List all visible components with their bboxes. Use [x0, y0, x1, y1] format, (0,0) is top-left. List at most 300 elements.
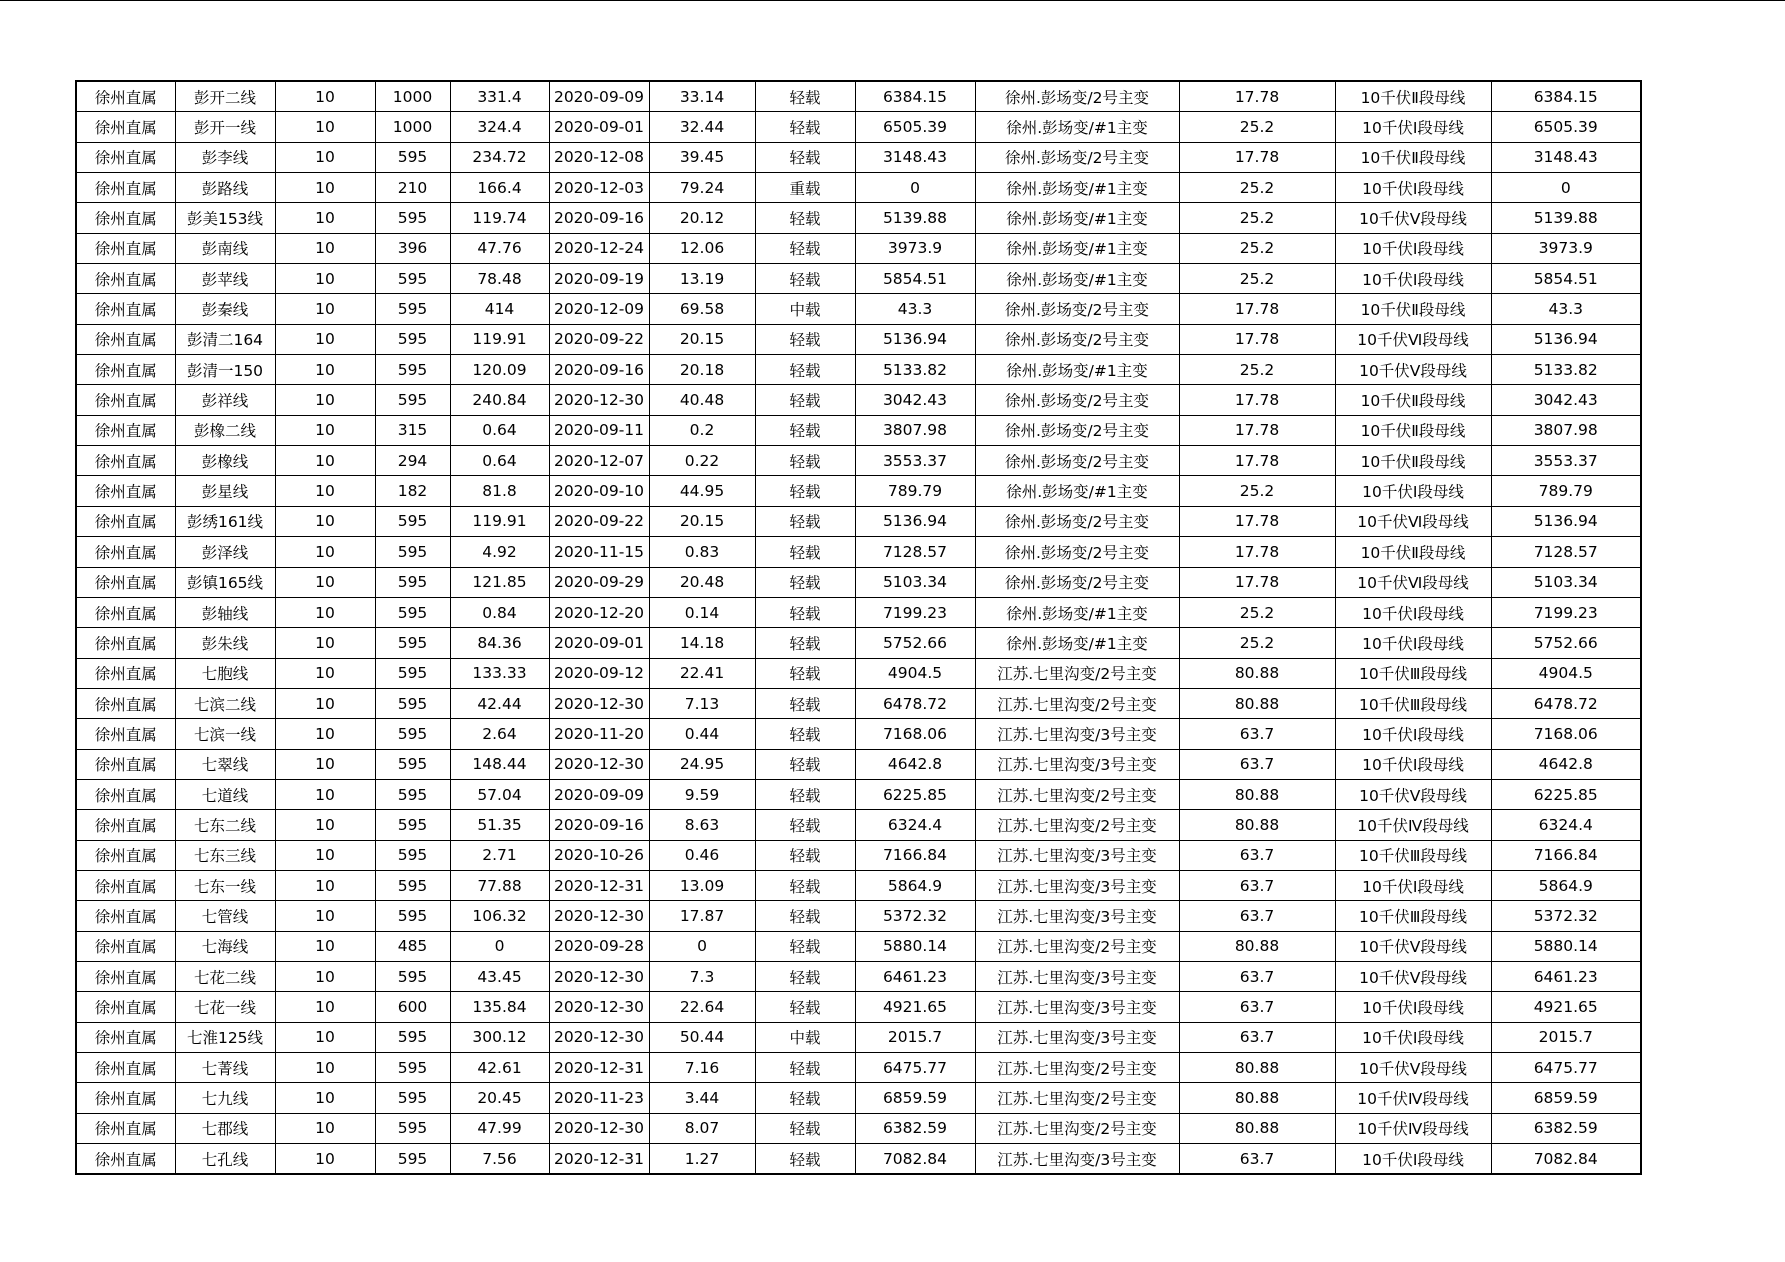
company-cell: 徐州直属 [76, 931, 175, 961]
available-capacity-cell: 3042.43 [855, 385, 975, 415]
load-rate-cell: 8.07 [649, 1113, 755, 1143]
table-row [76, 112, 1641, 142]
line-name-cell: 彭祥线 [175, 385, 275, 415]
max-load-cell: 300.12 [450, 1022, 549, 1052]
table-row [76, 1022, 1641, 1052]
line-name-cell: 彭清二164 [175, 324, 275, 354]
line-name-cell: 七东三线 [175, 840, 275, 870]
line-available-capacity-cell: 5133.82 [1491, 355, 1641, 385]
line-name-cell: 彭橡线 [175, 446, 275, 476]
busbar-cell: 10千伏Ⅳ段母线 [1335, 810, 1491, 840]
company-cell: 徐州直属 [76, 81, 175, 112]
busbar-cell: 10千伏Ⅴ段母线 [1335, 1053, 1491, 1083]
conductor-capacity-cell: 595 [375, 719, 450, 749]
line-name-cell: 七滨二线 [175, 688, 275, 718]
table-row [76, 506, 1641, 536]
line-name-cell: 七滨一线 [175, 719, 275, 749]
company-cell: 徐州直属 [76, 961, 175, 991]
table-row [76, 931, 1641, 961]
transformer-cell: 徐州.彭场变/#1主变 [975, 173, 1179, 203]
load-status-cell: 轻载 [755, 476, 855, 506]
transformer-load-rate-cell: 63.7 [1179, 901, 1335, 931]
voltage-cell: 10 [275, 203, 375, 233]
peak-date-cell: 2020-12-31 [549, 1144, 649, 1175]
transformer-load-rate-cell: 63.7 [1179, 749, 1335, 779]
peak-date-cell: 2020-09-01 [549, 112, 649, 142]
company-cell: 徐州直属 [76, 597, 175, 627]
table-row [76, 567, 1641, 597]
load-status-cell: 轻载 [755, 840, 855, 870]
busbar-cell: 10千伏Ⅰ段母线 [1335, 597, 1491, 627]
available-capacity-cell: 7082.84 [855, 1144, 975, 1175]
line-available-capacity-cell: 6461.23 [1491, 961, 1641, 991]
line-available-capacity-cell: 5103.34 [1491, 567, 1641, 597]
available-capacity-cell: 6382.59 [855, 1113, 975, 1143]
available-capacity-cell: 4642.8 [855, 749, 975, 779]
max-load-cell: 234.72 [450, 142, 549, 172]
load-rate-cell: 0.14 [649, 597, 755, 627]
peak-date-cell: 2020-12-30 [549, 1022, 649, 1052]
available-capacity-cell: 3553.37 [855, 446, 975, 476]
transformer-load-rate-cell: 63.7 [1179, 992, 1335, 1022]
max-load-cell: 51.35 [450, 810, 549, 840]
voltage-cell: 10 [275, 81, 375, 112]
line-available-capacity-cell: 2015.7 [1491, 1022, 1641, 1052]
transformer-cell: 江苏.七里沟变/3号主变 [975, 992, 1179, 1022]
voltage-cell: 10 [275, 901, 375, 931]
load-rate-cell: 39.45 [649, 142, 755, 172]
company-cell: 徐州直属 [76, 810, 175, 840]
line-name-cell: 七胞线 [175, 658, 275, 688]
load-status-cell: 轻载 [755, 203, 855, 233]
company-cell: 徐州直属 [76, 1083, 175, 1113]
available-capacity-cell: 6225.85 [855, 779, 975, 809]
busbar-cell: 10千伏Ⅰ段母线 [1335, 1144, 1491, 1175]
conductor-capacity-cell: 1000 [375, 81, 450, 112]
line-name-cell: 彭泽线 [175, 537, 275, 567]
table-row [76, 628, 1641, 658]
conductor-capacity-cell: 595 [375, 1053, 450, 1083]
voltage-cell: 10 [275, 719, 375, 749]
conductor-capacity-cell: 595 [375, 840, 450, 870]
load-status-cell: 轻载 [755, 719, 855, 749]
busbar-cell: 10千伏Ⅵ段母线 [1335, 567, 1491, 597]
transformer-load-rate-cell: 63.7 [1179, 961, 1335, 991]
load-status-cell: 轻载 [755, 81, 855, 112]
line-name-cell: 彭清一150 [175, 355, 275, 385]
load-status-cell: 轻载 [755, 233, 855, 263]
company-cell: 徐州直属 [76, 537, 175, 567]
peak-date-cell: 2020-09-22 [549, 324, 649, 354]
load-status-cell: 轻载 [755, 415, 855, 445]
peak-date-cell: 2020-09-10 [549, 476, 649, 506]
transformer-cell: 徐州.彭场变/2号主变 [975, 446, 1179, 476]
conductor-capacity-cell: 595 [375, 688, 450, 718]
transformer-cell: 徐州.彭场变/#1主变 [975, 203, 1179, 233]
load-status-cell: 轻载 [755, 628, 855, 658]
load-rate-cell: 3.44 [649, 1083, 755, 1113]
busbar-cell: 10千伏Ⅴ段母线 [1335, 961, 1491, 991]
max-load-cell: 414 [450, 294, 549, 324]
available-capacity-cell: 43.3 [855, 294, 975, 324]
available-capacity-cell: 5139.88 [855, 203, 975, 233]
line-available-capacity-cell: 6382.59 [1491, 1113, 1641, 1143]
max-load-cell: 47.99 [450, 1113, 549, 1143]
load-status-cell: 轻载 [755, 749, 855, 779]
load-rate-cell: 0 [649, 931, 755, 961]
line-name-cell: 七孔线 [175, 1144, 275, 1175]
transformer-load-rate-cell: 63.7 [1179, 1144, 1335, 1175]
line-available-capacity-cell: 5864.9 [1491, 870, 1641, 900]
voltage-cell: 10 [275, 688, 375, 718]
line-name-cell: 七海线 [175, 931, 275, 961]
load-rate-cell: 9.59 [649, 779, 755, 809]
transformer-load-rate-cell: 25.2 [1179, 628, 1335, 658]
available-capacity-cell: 5854.51 [855, 264, 975, 294]
busbar-cell: 10千伏Ⅳ段母线 [1335, 1113, 1491, 1143]
transformer-cell: 江苏.七里沟变/3号主变 [975, 1022, 1179, 1052]
load-status-cell: 轻载 [755, 597, 855, 627]
available-capacity-cell: 5372.32 [855, 901, 975, 931]
conductor-capacity-cell: 595 [375, 870, 450, 900]
table-row [76, 142, 1641, 172]
load-status-cell: 轻载 [755, 961, 855, 991]
line-name-cell: 彭秦线 [175, 294, 275, 324]
busbar-cell: 10千伏Ⅲ段母线 [1335, 840, 1491, 870]
load-status-cell: 轻载 [755, 688, 855, 718]
line-available-capacity-cell: 6859.59 [1491, 1083, 1641, 1113]
company-cell: 徐州直属 [76, 203, 175, 233]
line-available-capacity-cell: 6478.72 [1491, 688, 1641, 718]
peak-date-cell: 2020-09-16 [549, 355, 649, 385]
conductor-capacity-cell: 595 [375, 1144, 450, 1175]
peak-date-cell: 2020-09-11 [549, 415, 649, 445]
transformer-load-rate-cell: 80.88 [1179, 658, 1335, 688]
conductor-capacity-cell: 595 [375, 294, 450, 324]
max-load-cell: 2.64 [450, 719, 549, 749]
company-cell: 徐州直属 [76, 385, 175, 415]
company-cell: 徐州直属 [76, 446, 175, 476]
table-row [76, 779, 1641, 809]
load-rate-cell: 20.15 [649, 324, 755, 354]
line-available-capacity-cell: 6384.15 [1491, 81, 1641, 112]
max-load-cell: 166.4 [450, 173, 549, 203]
voltage-cell: 10 [275, 1083, 375, 1113]
line-name-cell: 七花二线 [175, 961, 275, 991]
busbar-cell: 10千伏Ⅱ段母线 [1335, 415, 1491, 445]
table-row [76, 840, 1641, 870]
transformer-cell: 徐州.彭场变/2号主变 [975, 142, 1179, 172]
transformer-cell: 江苏.七里沟变/3号主变 [975, 719, 1179, 749]
line-available-capacity-cell: 5372.32 [1491, 901, 1641, 931]
transformer-load-rate-cell: 25.2 [1179, 203, 1335, 233]
transformer-cell: 徐州.彭场变/#1主变 [975, 628, 1179, 658]
peak-date-cell: 2020-10-26 [549, 840, 649, 870]
table-body [76, 81, 1641, 1174]
table-row [76, 446, 1641, 476]
busbar-cell: 10千伏Ⅱ段母线 [1335, 446, 1491, 476]
table-row [76, 719, 1641, 749]
max-load-cell: 43.45 [450, 961, 549, 991]
load-rate-cell: 0.46 [649, 840, 755, 870]
conductor-capacity-cell: 595 [375, 537, 450, 567]
voltage-cell: 10 [275, 294, 375, 324]
load-rate-cell: 20.12 [649, 203, 755, 233]
line-available-capacity-cell: 5880.14 [1491, 931, 1641, 961]
peak-date-cell: 2020-12-09 [549, 294, 649, 324]
load-rate-cell: 22.41 [649, 658, 755, 688]
max-load-cell: 120.09 [450, 355, 549, 385]
max-load-cell: 42.61 [450, 1053, 549, 1083]
conductor-capacity-cell: 595 [375, 749, 450, 779]
line-name-cell: 七翠线 [175, 749, 275, 779]
load-rate-cell: 20.48 [649, 567, 755, 597]
peak-date-cell: 2020-12-30 [549, 385, 649, 415]
voltage-cell: 10 [275, 749, 375, 779]
peak-date-cell: 2020-12-24 [549, 233, 649, 263]
line-available-capacity-cell: 3553.37 [1491, 446, 1641, 476]
max-load-cell: 78.48 [450, 264, 549, 294]
load-rate-cell: 0.83 [649, 537, 755, 567]
conductor-capacity-cell: 595 [375, 324, 450, 354]
busbar-cell: 10千伏Ⅱ段母线 [1335, 537, 1491, 567]
max-load-cell: 240.84 [450, 385, 549, 415]
conductor-capacity-cell: 595 [375, 1083, 450, 1113]
company-cell: 徐州直属 [76, 1144, 175, 1175]
voltage-cell: 10 [275, 992, 375, 1022]
transformer-cell: 徐州.彭场变/#1主变 [975, 476, 1179, 506]
busbar-cell: 10千伏Ⅴ段母线 [1335, 931, 1491, 961]
conductor-capacity-cell: 595 [375, 779, 450, 809]
busbar-cell: 10千伏Ⅰ段母线 [1335, 112, 1491, 142]
load-rate-cell: 24.95 [649, 749, 755, 779]
load-rate-cell: 20.18 [649, 355, 755, 385]
line-name-cell: 彭绣161线 [175, 506, 275, 536]
table-row [76, 355, 1641, 385]
load-rate-cell: 7.3 [649, 961, 755, 991]
conductor-capacity-cell: 210 [375, 173, 450, 203]
conductor-capacity-cell: 485 [375, 931, 450, 961]
transformer-cell: 江苏.七里沟变/2号主变 [975, 658, 1179, 688]
line-name-cell: 彭星线 [175, 476, 275, 506]
voltage-cell: 10 [275, 233, 375, 263]
company-cell: 徐州直属 [76, 112, 175, 142]
peak-date-cell: 2020-12-30 [549, 961, 649, 991]
line-available-capacity-cell: 43.3 [1491, 294, 1641, 324]
transformer-load-rate-cell: 17.78 [1179, 142, 1335, 172]
conductor-capacity-cell: 595 [375, 961, 450, 991]
load-status-cell: 轻载 [755, 992, 855, 1022]
table-row [76, 203, 1641, 233]
voltage-cell: 10 [275, 1113, 375, 1143]
transformer-cell: 江苏.七里沟变/3号主变 [975, 1144, 1179, 1175]
transformer-load-rate-cell: 17.78 [1179, 506, 1335, 536]
company-cell: 徐州直属 [76, 567, 175, 597]
transformer-load-rate-cell: 80.88 [1179, 1053, 1335, 1083]
table-row [76, 294, 1641, 324]
voltage-cell: 10 [275, 1022, 375, 1052]
line-name-cell: 七花一线 [175, 992, 275, 1022]
conductor-capacity-cell: 595 [375, 1113, 450, 1143]
max-load-cell: 0.64 [450, 415, 549, 445]
load-status-cell: 轻载 [755, 537, 855, 567]
line-available-capacity-cell: 5136.94 [1491, 506, 1641, 536]
busbar-cell: 10千伏Ⅲ段母线 [1335, 901, 1491, 931]
company-cell: 徐州直属 [76, 779, 175, 809]
busbar-cell: 10千伏Ⅱ段母线 [1335, 294, 1491, 324]
load-rate-cell: 0.22 [649, 446, 755, 476]
conductor-capacity-cell: 595 [375, 264, 450, 294]
peak-date-cell: 2020-12-31 [549, 1053, 649, 1083]
line-available-capacity-cell: 3973.9 [1491, 233, 1641, 263]
load-rate-cell: 1.27 [649, 1144, 755, 1175]
available-capacity-cell: 7199.23 [855, 597, 975, 627]
transformer-cell: 江苏.七里沟变/3号主变 [975, 840, 1179, 870]
transformer-load-rate-cell: 17.78 [1179, 324, 1335, 354]
table-row [76, 658, 1641, 688]
table-row [76, 597, 1641, 627]
company-cell: 徐州直属 [76, 658, 175, 688]
transformer-cell: 江苏.七里沟变/3号主变 [975, 749, 1179, 779]
line-available-capacity-cell: 5136.94 [1491, 324, 1641, 354]
available-capacity-cell: 3807.98 [855, 415, 975, 445]
conductor-capacity-cell: 595 [375, 567, 450, 597]
company-cell: 徐州直属 [76, 264, 175, 294]
busbar-cell: 10千伏Ⅱ段母线 [1335, 81, 1491, 112]
company-cell: 徐州直属 [76, 355, 175, 385]
load-status-cell: 轻载 [755, 142, 855, 172]
line-name-cell: 彭橡二线 [175, 415, 275, 445]
max-load-cell: 133.33 [450, 658, 549, 688]
transformer-cell: 江苏.七里沟变/2号主变 [975, 1113, 1179, 1143]
peak-date-cell: 2020-12-08 [549, 142, 649, 172]
transformer-load-rate-cell: 25.2 [1179, 355, 1335, 385]
company-cell: 徐州直属 [76, 1053, 175, 1083]
available-capacity-cell: 7166.84 [855, 840, 975, 870]
max-load-cell: 106.32 [450, 901, 549, 931]
load-rate-cell: 33.14 [649, 81, 755, 112]
voltage-cell: 10 [275, 324, 375, 354]
transformer-cell: 徐州.彭场变/2号主变 [975, 385, 1179, 415]
voltage-cell: 10 [275, 355, 375, 385]
available-capacity-cell: 6384.15 [855, 81, 975, 112]
table-row [76, 415, 1641, 445]
transformer-cell: 徐州.彭场变/#1主变 [975, 264, 1179, 294]
page-top-border [0, 0, 1785, 1]
busbar-cell: 10千伏Ⅴ段母线 [1335, 203, 1491, 233]
peak-date-cell: 2020-12-03 [549, 173, 649, 203]
table-row [76, 1113, 1641, 1143]
company-cell: 徐州直属 [76, 719, 175, 749]
peak-date-cell: 2020-09-16 [549, 203, 649, 233]
available-capacity-cell: 6475.77 [855, 1053, 975, 1083]
busbar-cell: 10千伏Ⅴ段母线 [1335, 779, 1491, 809]
line-available-capacity-cell: 7082.84 [1491, 1144, 1641, 1175]
available-capacity-cell: 6859.59 [855, 1083, 975, 1113]
transformer-load-rate-cell: 25.2 [1179, 476, 1335, 506]
conductor-capacity-cell: 595 [375, 355, 450, 385]
peak-date-cell: 2020-12-20 [549, 597, 649, 627]
busbar-cell: 10千伏Ⅴ段母线 [1335, 355, 1491, 385]
load-status-cell: 轻载 [755, 506, 855, 536]
load-status-cell: 轻载 [755, 112, 855, 142]
load-status-cell: 轻载 [755, 1113, 855, 1143]
available-capacity-cell: 4904.5 [855, 658, 975, 688]
available-capacity-cell: 5880.14 [855, 931, 975, 961]
company-cell: 徐州直属 [76, 840, 175, 870]
company-cell: 徐州直属 [76, 628, 175, 658]
transformer-load-rate-cell: 63.7 [1179, 719, 1335, 749]
line-available-capacity-cell: 7166.84 [1491, 840, 1641, 870]
transformer-load-rate-cell: 25.2 [1179, 264, 1335, 294]
line-available-capacity-cell: 4921.65 [1491, 992, 1641, 1022]
table-row [76, 992, 1641, 1022]
transformer-load-rate-cell: 63.7 [1179, 870, 1335, 900]
transformer-load-rate-cell: 25.2 [1179, 112, 1335, 142]
available-capacity-cell: 6324.4 [855, 810, 975, 840]
load-status-cell: 轻载 [755, 658, 855, 688]
transformer-cell: 江苏.七里沟变/2号主变 [975, 779, 1179, 809]
line-available-capacity-cell: 6324.4 [1491, 810, 1641, 840]
line-available-capacity-cell: 3148.43 [1491, 142, 1641, 172]
company-cell: 徐州直属 [76, 688, 175, 718]
company-cell: 徐州直属 [76, 870, 175, 900]
peak-date-cell: 2020-12-07 [549, 446, 649, 476]
transformer-load-rate-cell: 17.78 [1179, 415, 1335, 445]
peak-date-cell: 2020-09-09 [549, 81, 649, 112]
peak-date-cell: 2020-12-30 [549, 901, 649, 931]
company-cell: 徐州直属 [76, 294, 175, 324]
transformer-cell: 江苏.七里沟变/2号主变 [975, 810, 1179, 840]
voltage-cell: 10 [275, 1053, 375, 1083]
transformer-cell: 江苏.七里沟变/3号主变 [975, 901, 1179, 931]
table-row [76, 870, 1641, 900]
load-status-cell: 轻载 [755, 1144, 855, 1175]
conductor-capacity-cell: 595 [375, 1022, 450, 1052]
peak-date-cell: 2020-11-23 [549, 1083, 649, 1113]
load-status-cell: 重载 [755, 173, 855, 203]
busbar-cell: 10千伏Ⅰ段母线 [1335, 476, 1491, 506]
line-name-cell: 彭开一线 [175, 112, 275, 142]
table-row [76, 810, 1641, 840]
available-capacity-cell: 2015.7 [855, 1022, 975, 1052]
company-cell: 徐州直属 [76, 173, 175, 203]
load-status-cell: 轻载 [755, 446, 855, 476]
table-row [76, 1053, 1641, 1083]
busbar-cell: 10千伏Ⅵ段母线 [1335, 506, 1491, 536]
company-cell: 徐州直属 [76, 749, 175, 779]
company-cell: 徐州直属 [76, 233, 175, 263]
peak-date-cell: 2020-09-09 [549, 779, 649, 809]
voltage-cell: 10 [275, 173, 375, 203]
voltage-cell: 10 [275, 810, 375, 840]
table-row [76, 1144, 1641, 1175]
company-cell: 徐州直属 [76, 1022, 175, 1052]
load-rate-cell: 32.44 [649, 112, 755, 142]
transformer-cell: 徐州.彭场变/2号主变 [975, 81, 1179, 112]
company-cell: 徐州直属 [76, 415, 175, 445]
busbar-cell: 10千伏Ⅰ段母线 [1335, 233, 1491, 263]
line-available-capacity-cell: 7199.23 [1491, 597, 1641, 627]
max-load-cell: 2.71 [450, 840, 549, 870]
load-status-cell: 轻载 [755, 1053, 855, 1083]
max-load-cell: 119.74 [450, 203, 549, 233]
load-rate-cell: 13.19 [649, 264, 755, 294]
table-row [76, 901, 1641, 931]
transformer-cell: 江苏.七里沟变/2号主变 [975, 1053, 1179, 1083]
line-name-cell: 彭镇165线 [175, 567, 275, 597]
peak-date-cell: 2020-09-22 [549, 506, 649, 536]
